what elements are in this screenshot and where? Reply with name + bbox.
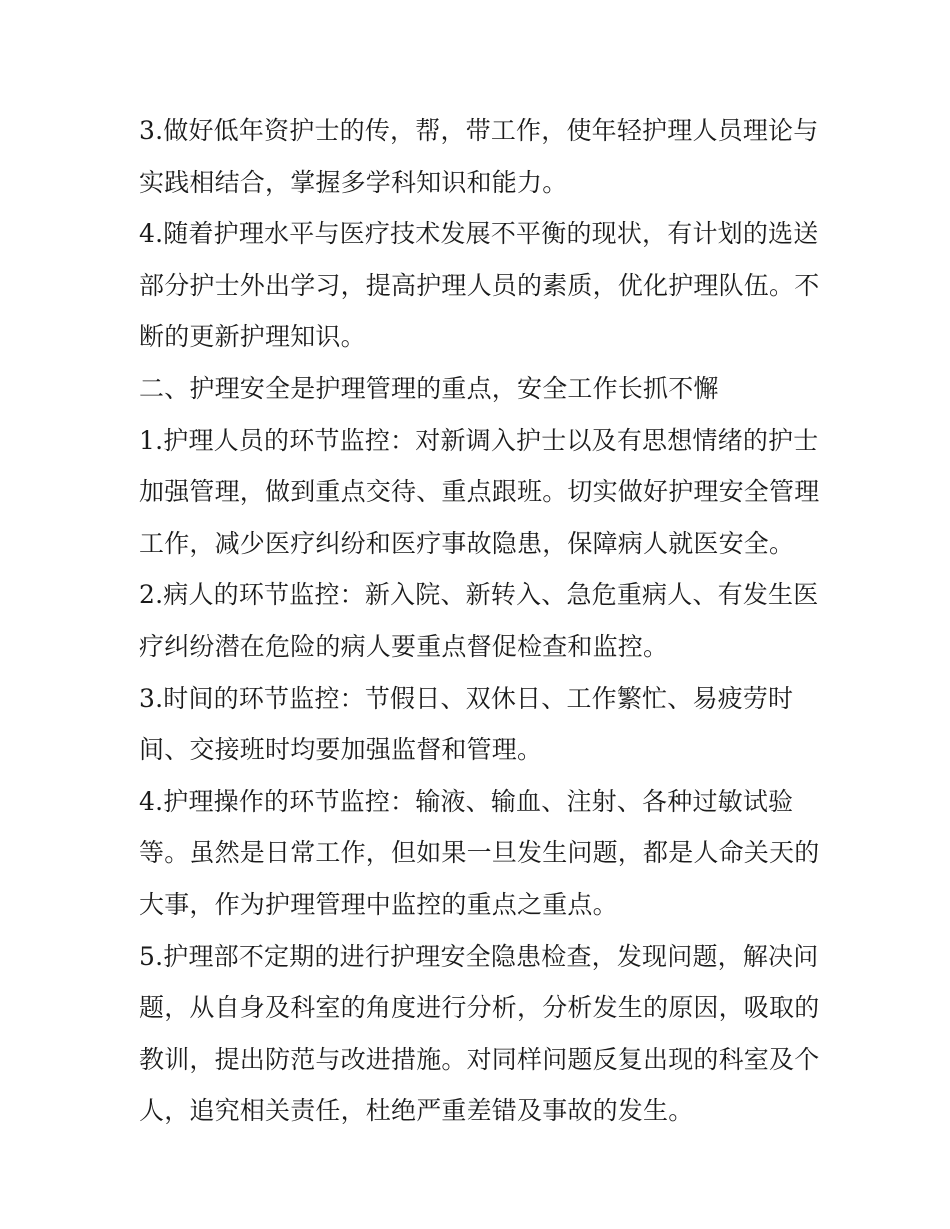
- text-line: 实践相结合，掌握多学科知识和能力。: [139, 167, 568, 197]
- text-line: 题，从自身及科室的角度进行分析，分析发生的原因，吸取的: [139, 993, 820, 1023]
- text-line: 工作，减少医疗纠纷和医疗事故隐患，保障病人就医安全。: [139, 528, 795, 558]
- text-line: 断的更新护理知识。: [139, 322, 366, 352]
- text-line: 加强管理，做到重点交待、重点跟班。切实做好护理安全管理: [139, 477, 820, 507]
- text-line: 疗纠纷潜在危险的病人要重点督促检查和监控。: [139, 631, 669, 661]
- text-line: 2.病人的环节监控：新入院、新转入、急危重病人、有发生医: [139, 580, 819, 610]
- text-line: 4.护理操作的环节监控：输液、输血、注射、各种过敏试验: [139, 786, 794, 816]
- section-heading: 二、护理安全是护理管理的重点，安全工作长抓不懈: [139, 373, 719, 403]
- text-line: 3.时间的环节监控：节假日、双休日、工作繁忙、易疲劳时: [139, 683, 794, 713]
- text-line: 4.随着护理水平与医疗技术发展不平衡的现状，有计划的选送: [139, 219, 819, 249]
- text-line: 5.护理部不定期的进行护理安全隐患检查，发现问题，解决问: [139, 941, 819, 971]
- document-body: [139, 105, 819, 1137]
- text-line: 部分护士外出学习，提高护理人员的素质，优化护理队伍。不: [139, 270, 820, 300]
- text-line: 3.做好低年资护士的传，帮，带工作，使年轻护理人员理论与: [139, 116, 819, 145]
- text-line: 人，追究相关责任，杜绝严重差错及事故的发生。: [139, 1096, 694, 1126]
- text-line: 等。虽然是日常工作，但如果一旦发生问题，都是人命关天的: [139, 838, 820, 868]
- text-line: 1.护理人员的环节监控：对新调入护士以及有思想情绪的护士: [139, 425, 819, 455]
- text-line: 大事，作为护理管理中监控的重点之重点。: [139, 889, 618, 919]
- text-line: 教训，提出防范与改进措施。对同样问题反复出现的科室及个: [139, 1044, 820, 1074]
- text-line: 间、交接班时均要加强监督和管理。: [139, 735, 543, 765]
